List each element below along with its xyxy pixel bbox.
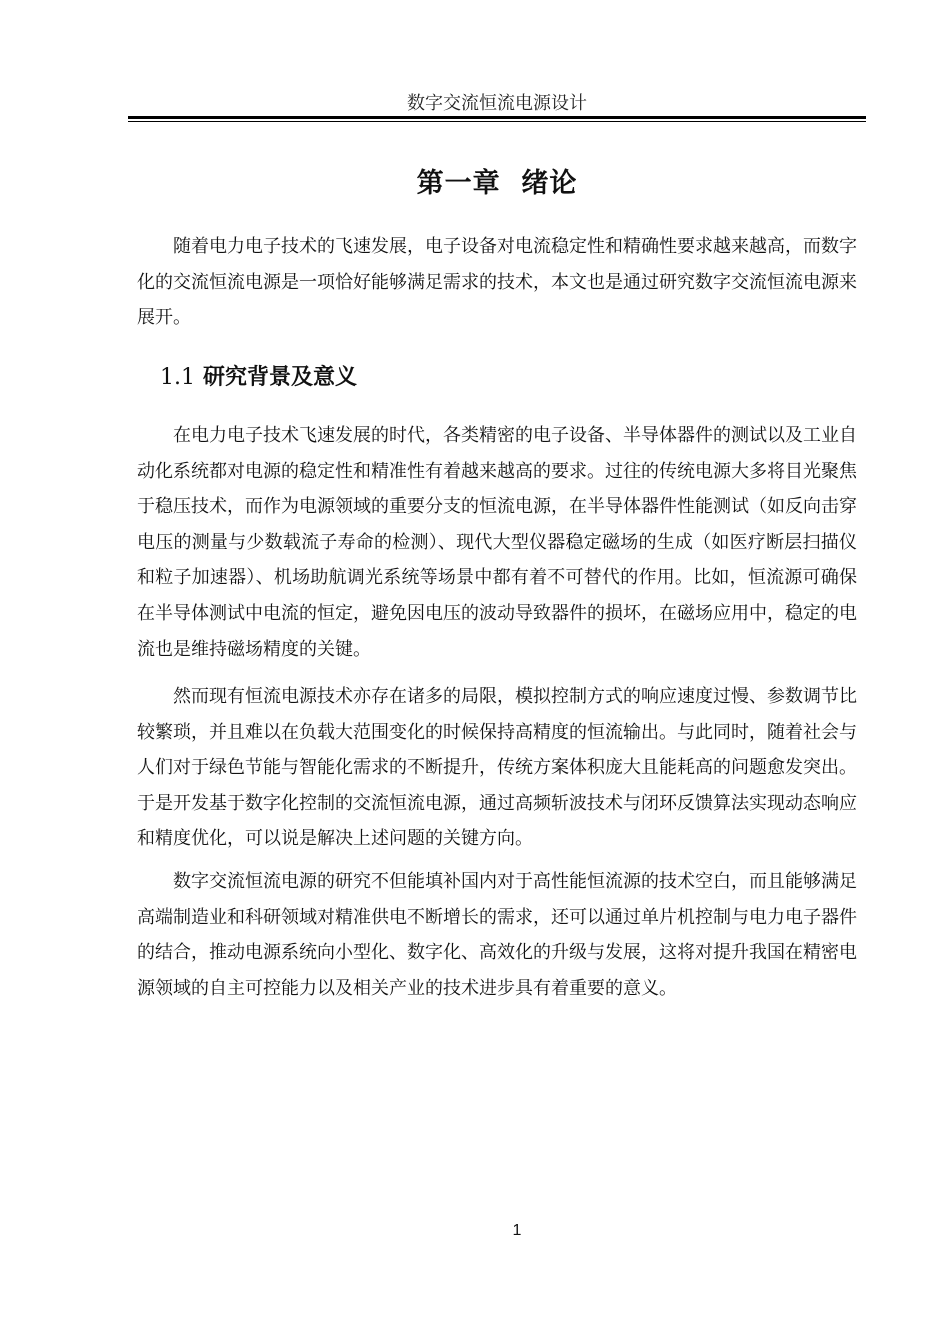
chapter-intro-paragraph: 随着电力电子技术的飞速发展，电子设备对电流稳定性和精确性要求越来越高，而数字化的交流恒流电源是一项恰好能够满足需求的技术，本文也是通过研究数字交流恒流电源来展开。 [137, 236, 857, 329]
page-number: 1 [512, 1222, 522, 1239]
section-heading [160, 360, 357, 395]
body-paragraph-1: 在电力电子技术飞速发展的时代，各类精密的电子设备、半导体器件的测试以及工业自动化系统都对电源的稳定性和精准性有着越来越高的要求。过往的传统电源大多将目光聚焦于稳压技术，而作为电源领域的重要分支的恒流电源，在半导体器件性能测试（如反向击穿电压的测量与少数载流子寿命的检测）、现代大型仪器稳定磁场的生成（如医疗断层扫描仪和粒子加速器）、机场助航调光系统等场景中都有着不可替代的作用。比如，恒流源可确保在半导体测试中电流的恒定，避免因电压的波动导致器件的损坏，在磁场应用中，稳定的电流也是维持磁场精度的关键。 [137, 425, 857, 660]
running-header: 数字交流恒流电源设计 [407, 93, 587, 114]
section-title-text: 研究背景及意义 [203, 365, 358, 390]
body-paragraph-3: 数字交流恒流电源的研究不但能填补国内对于高性能恒流源的技术空白，而且能够满足高端制造业和科研领域对精准供电不断增长的需求，还可以通过单片机控制与电力电子器件的结合，推动电源系统向小型化、数字化、高效化的升级与发展，这将对提升我国在精密电源领域的自主可控能力以及相关产业的技术进步具有着重要的意义。 [137, 871, 857, 999]
header-rule-thin [128, 121, 866, 122]
header-rule-thick [128, 116, 866, 119]
chapter-title: 第一章 绪论 [416, 168, 578, 199]
body-paragraph-2: 然而现有恒流电源技术亦存在诸多的局限，模拟控制方式的响应速度过慢、参数调节比较繁琐，并且难以在负载大范围变化的时候保持高精度的恒流输出。与此同时，随着社会与人们对于绿色节能与智能化需求的不断提升，传统方案体积庞大且能耗高的问题愈发突出。于是开发基于数字化控制的交流恒流电源，通过高频斩波技术与闭环反馈算法实现动态响应和精度优化，可以说是解决上述问题的关键方向。 [137, 686, 857, 850]
section-number: 1.1 [160, 365, 195, 390]
